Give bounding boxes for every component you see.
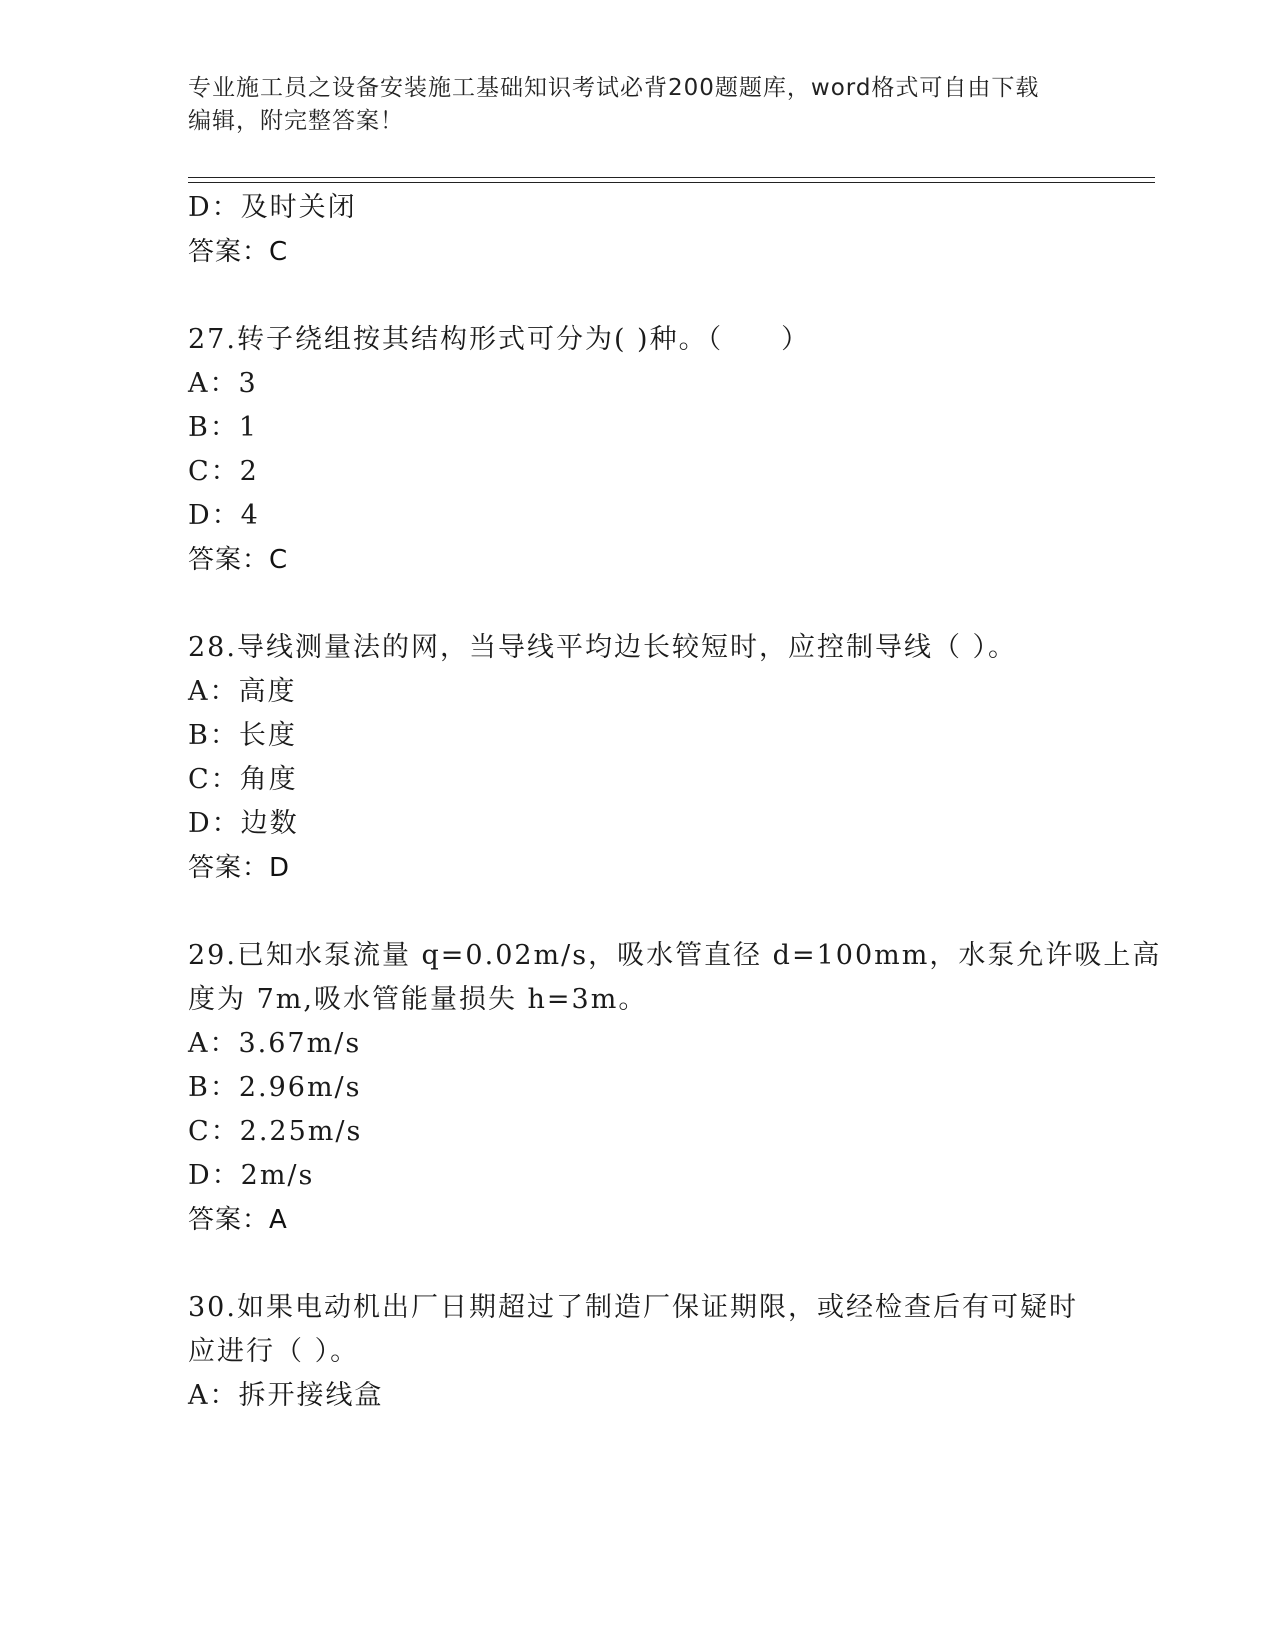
q29-stem-line-2: 度为 7m,吸水管能量损失 h=3m。: [188, 984, 648, 1015]
header-divider-top: [188, 177, 1155, 178]
q29-option-d: D：2m/s: [188, 1160, 315, 1191]
q29-option-b: B：2.96m/s: [188, 1072, 362, 1103]
q27-option-d: D：4: [188, 500, 260, 531]
q27-stem: 27.转子绕组按其结构形式可分为( )种。（ ）: [188, 324, 811, 355]
q28-answer: 答案：D: [188, 853, 291, 883]
q29-option-a: A：3.67m/s: [188, 1028, 362, 1059]
q29-answer: 答案：A: [188, 1205, 288, 1235]
prev-answer: 答案：C: [188, 237, 289, 267]
q28-stem: 28.导线测量法的网，当导线平均边长较短时，应控制导线（ ）。: [188, 632, 1018, 663]
q28-option-c: C：角度: [188, 764, 298, 795]
q28-option-a: A：高度: [188, 676, 297, 707]
q29-stem-line-1: 29.已知水泵流量 q=0.02m/s，吸水管直径 d=100mm，水泵允许吸上高: [188, 940, 1162, 971]
header-divider-bottom: [188, 182, 1155, 183]
q27-option-a: A：3: [188, 368, 258, 399]
document-header: [188, 72, 1088, 138]
q29-option-c: C：2.25m/s: [188, 1116, 363, 1147]
q30-stem-line-2: 应进行（ ）。: [188, 1336, 360, 1367]
header-title-line-2: 编辑，附完整答案！: [188, 108, 404, 134]
q28-option-b: B：长度: [188, 720, 297, 751]
q27-option-b: B：1: [188, 412, 259, 443]
q27-option-c: C：2: [188, 456, 259, 487]
q28-option-d: D：边数: [188, 808, 299, 839]
q27-answer: 答案：C: [188, 545, 289, 575]
header-title-line-1: 专业施工员之设备安装施工基础知识考试必背200题题库，word格式可自由下载: [188, 75, 1040, 101]
prev-option-d: D：及时关闭: [188, 192, 357, 223]
q30-option-a: A：拆开接线盒: [188, 1380, 384, 1411]
q30-stem-line-1: 30.如果电动机出厂日期超过了制造厂保证期限，或经检查后有可疑时: [188, 1292, 1078, 1323]
